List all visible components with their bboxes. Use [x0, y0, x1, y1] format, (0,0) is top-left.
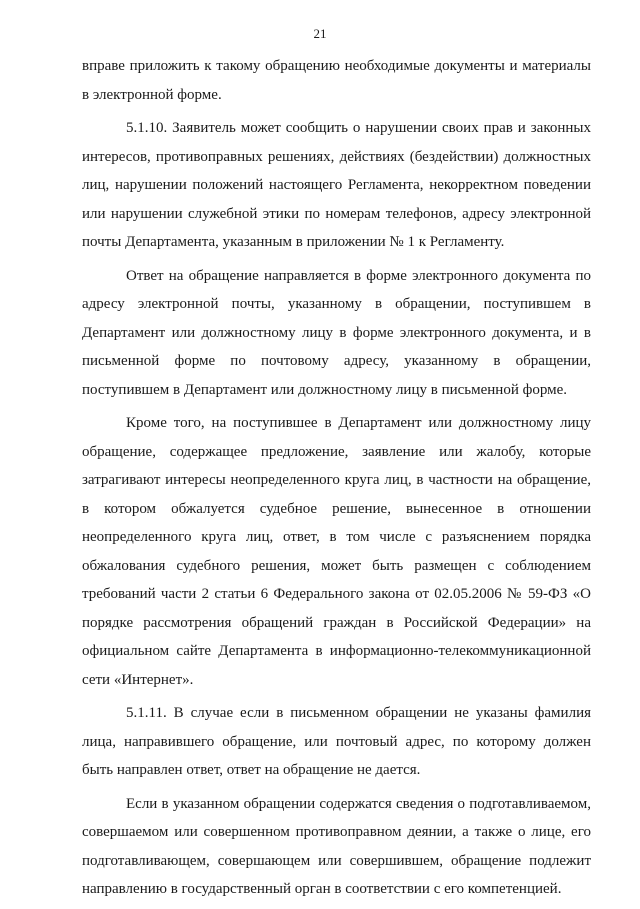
paragraph-5-1-10: 5.1.10. Заявитель может сообщить о нарушении своих прав и законных интересов, противоправных решениях, действиях (бездействии) должностных лиц, нарушении положений настоящего Регламента, некорректном поведении или нарушении служебной этики по номерам телефонов, адресу электронной почты Департамента, указанным в приложении № 1 к Регламенту.	[82, 120, 591, 250]
document-body	[82, 52, 591, 909]
paragraph-public-response: Кроме того, на поступившее в Департамент или должностному лицу обращение, содержащее предложение, заявление или жалобу, которые затрагивают интересы неопределенного круга лиц, в частности на обращение, в котором обжалуется судебное решение, вынесенное в отношении неопределенного круга лиц, ответ, в том числе с разъяснением порядка обжалования судебного решения, может быть размещен с соблюдением требований части 2 статьи 6 Федерального закона от 02.05.2006 № 59-ФЗ «О порядке рассмотрения обращений граждан в Российской Федерации» на официальном сайте Департамента в информационно-телекоммуникационной сети «Интернет».	[82, 415, 591, 688]
paragraph-response-form: Ответ на обращение направляется в форме электронного документа по адресу электронной почты, указанному в обращении, поступившем в Департамент или должностному лицу в форме электронного документа, и в письменной форме по почтовому адресу, указанному в обращении, поступившем в Департамент или должностному лицу в письменной форме.	[82, 267, 591, 398]
paragraph-continuation: вправе приложить к такому обращению необходимые документы и материалы в электронной форме.	[82, 58, 591, 103]
paragraph-5-1-11: 5.1.11. В случае если в письменном обращении не указаны фамилия лица, направившего обращение, или почтовый адрес, по которому должен быть направлен ответ, ответ на обращение не дается.	[82, 705, 591, 778]
page-number: 21	[313, 26, 327, 41]
paragraph-unlawful-act: Если в указанном обращении содержатся сведения о подготавливаемом, совершаемом или совершенном противоправном деянии, а также о лице, его подготавливающем, совершающем или совершившем, обращение подлежит направлению в государственный орган в соответствии с его компетенцией.	[82, 795, 591, 897]
